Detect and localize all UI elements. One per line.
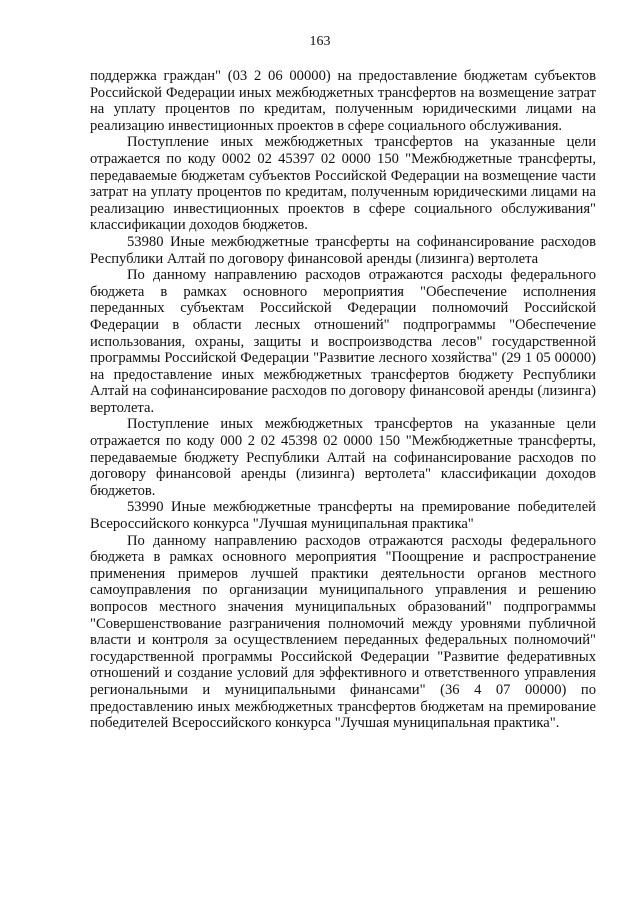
page-number: 163	[309, 34, 331, 49]
paragraph-1: поддержка граждан" (03 2 06 00000) на предоставление бюджетам субъектов Российской Федерации иных межбюджетных трансфертов на возмещение затрат на уплату процентов по кредитам, полученным юридическими лицами на реализацию инвестиционных проектов в сфере социального обслуживания.	[90, 68, 596, 134]
paragraph-6-heading-53990: 53990 Иные межбюджетные трансферты на премирование победителей Всероссийского конкурса "Лучшая муниципальная практика"	[90, 499, 596, 533]
paragraph-7: По данному направлению расходов отражаются расходы федерального бюджета в рамках основного мероприятия "Поощрение и распространение применения примеров лучшей практики деятельности органов местного самоуправления по организации муниципального управления и решению вопросов местного значения муниципальных образований" подпрограммы "Совершенствование разграничения полномочий между уровнями публичной власти и контроля за осуществлением переданных федеральных полномочий" государственной программы Российской Федерации "Развитие федеративных отношений и создание условий для эффективного и ответственного управления региональными и муниципальными финансами" (36 4 07 00000) по предоставлению иных межбюджетных трансфертов бюджетам на премирование победителей Всероссийского конкурса "Лучшая муниципальная практика".	[90, 532, 596, 732]
document-body	[90, 68, 596, 732]
paragraph-4: По данному направлению расходов отражаются расходы федерального бюджета в рамках основного мероприятия "Обеспечение исполнения переданных субъектам Российской Федерации полномочий Российской Федерации в области лесных отношений" подпрограммы "Обеспечение использования, охраны, защиты и воспроизводства лесов" государственной программы Российской Федерации "Развитие лесного хозяйства" (29 1 05 00000) на предоставление иных межбюджетных трансфертов бюджету Республики Алтай на софинансирование расходов по договору финансовой аренды (лизинга) вертолета.	[90, 267, 596, 416]
paragraph-2: Поступление иных межбюджетных трансфертов на указанные цели отражается по коду 0002 02 45397 02 0000 150 "Межбюджетные трансферты, передаваемые бюджетам субъектов Российской Федерации на возмещение части затрат на уплату процентов по кредитам, полученным юридическими лицами на реализацию инвестиционных проектов в сфере социального обслуживания" классификации доходов бюджетов.	[90, 134, 596, 234]
paragraph-5: Поступление иных межбюджетных трансфертов на указанные цели отражается по коду 000 2 02 45398 02 0000 150 "Межбюджетные трансферты, передаваемые бюджету Республики Алтай на софинансирование расходов по договору финансовой аренды (лизинга) вертолета" классификации доходов бюджетов.	[90, 416, 596, 499]
paragraph-3-heading-53980: 53980 Иные межбюджетные трансферты на софинансирование расходов Республики Алтай по договору финансовой аренды (лизинга) вертолета	[90, 233, 596, 267]
